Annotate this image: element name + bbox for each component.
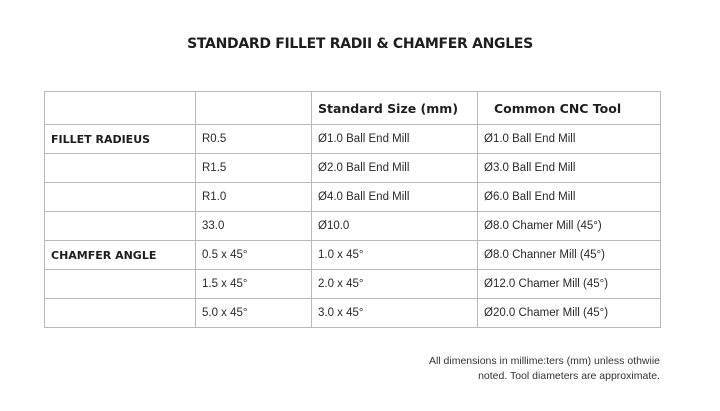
cell-cnc-tool: Ø6.0 Ball End Mill xyxy=(478,183,661,212)
cell-category xyxy=(45,270,196,299)
table-row xyxy=(45,270,661,299)
cell-value: 33.0 xyxy=(196,212,312,241)
cell-standard-size: Ø4.0 Ball End Mill xyxy=(312,183,478,212)
header-cell-standard-size: Standard Size (mm) xyxy=(312,92,478,125)
cell-standard-size: 2.0 x 45° xyxy=(312,270,478,299)
cell-value: 1.5 x 45° xyxy=(196,270,312,299)
group-label-chamfer: CHAMFER ANGLE xyxy=(45,241,196,270)
spec-table xyxy=(44,91,661,328)
footnote-line: noted. Tool diameters are approximate. xyxy=(478,370,660,382)
cell-cnc-tool: Ø12.0 Chamer Mill (45°) xyxy=(478,270,661,299)
cell-standard-size: Ø2.0 Ball End Mill xyxy=(312,154,478,183)
cell-standard-size: Ø10.0 xyxy=(312,212,478,241)
cell-value: 0.5 x 45° xyxy=(196,241,312,270)
cell-cnc-tool: Ø3.0 Ball End Mill xyxy=(478,154,661,183)
footnote xyxy=(360,354,660,384)
group-label-fillet: FILLET RADIEUS xyxy=(45,125,196,154)
cell-cnc-tool: Ø8.0 Channer Mill (45°) xyxy=(478,241,661,270)
table-row xyxy=(45,125,661,154)
table-row xyxy=(45,183,661,212)
cell-cnc-tool: Ø8.0 Chamer Mill (45°) xyxy=(478,212,661,241)
header-cell-category xyxy=(45,92,196,125)
table-row xyxy=(45,212,661,241)
cell-standard-size: 3.0 x 45° xyxy=(312,299,478,328)
cell-standard-size: 1.0 x 45° xyxy=(312,241,478,270)
cell-category xyxy=(45,212,196,241)
page-title: STANDARD FILLET RADII & CHAMFER ANGLES xyxy=(187,36,533,52)
table-row xyxy=(45,299,661,328)
footnote-line: All dimensions in millime:ters (mm) unless othwiie xyxy=(428,355,660,367)
table-row xyxy=(45,241,661,270)
cell-category xyxy=(45,299,196,328)
table-row xyxy=(45,154,661,183)
header-cell-cnc-tool: Common CNC Tool xyxy=(478,92,661,125)
cell-cnc-tool: Ø1.0 Ball End Mill xyxy=(478,125,661,154)
table-header-row xyxy=(45,92,661,125)
cell-value: R0.5 xyxy=(196,125,312,154)
cell-value: R1.0 xyxy=(196,183,312,212)
cell-value: R1.5 xyxy=(196,154,312,183)
cell-category xyxy=(45,183,196,212)
cell-cnc-tool: Ø20.0 Chamer Mill (45°) xyxy=(478,299,661,328)
header-cell-value xyxy=(196,92,312,125)
cell-standard-size: Ø1.0 Ball End Mill xyxy=(312,125,478,154)
cell-value: 5.0 x 45° xyxy=(196,299,312,328)
cell-category xyxy=(45,154,196,183)
